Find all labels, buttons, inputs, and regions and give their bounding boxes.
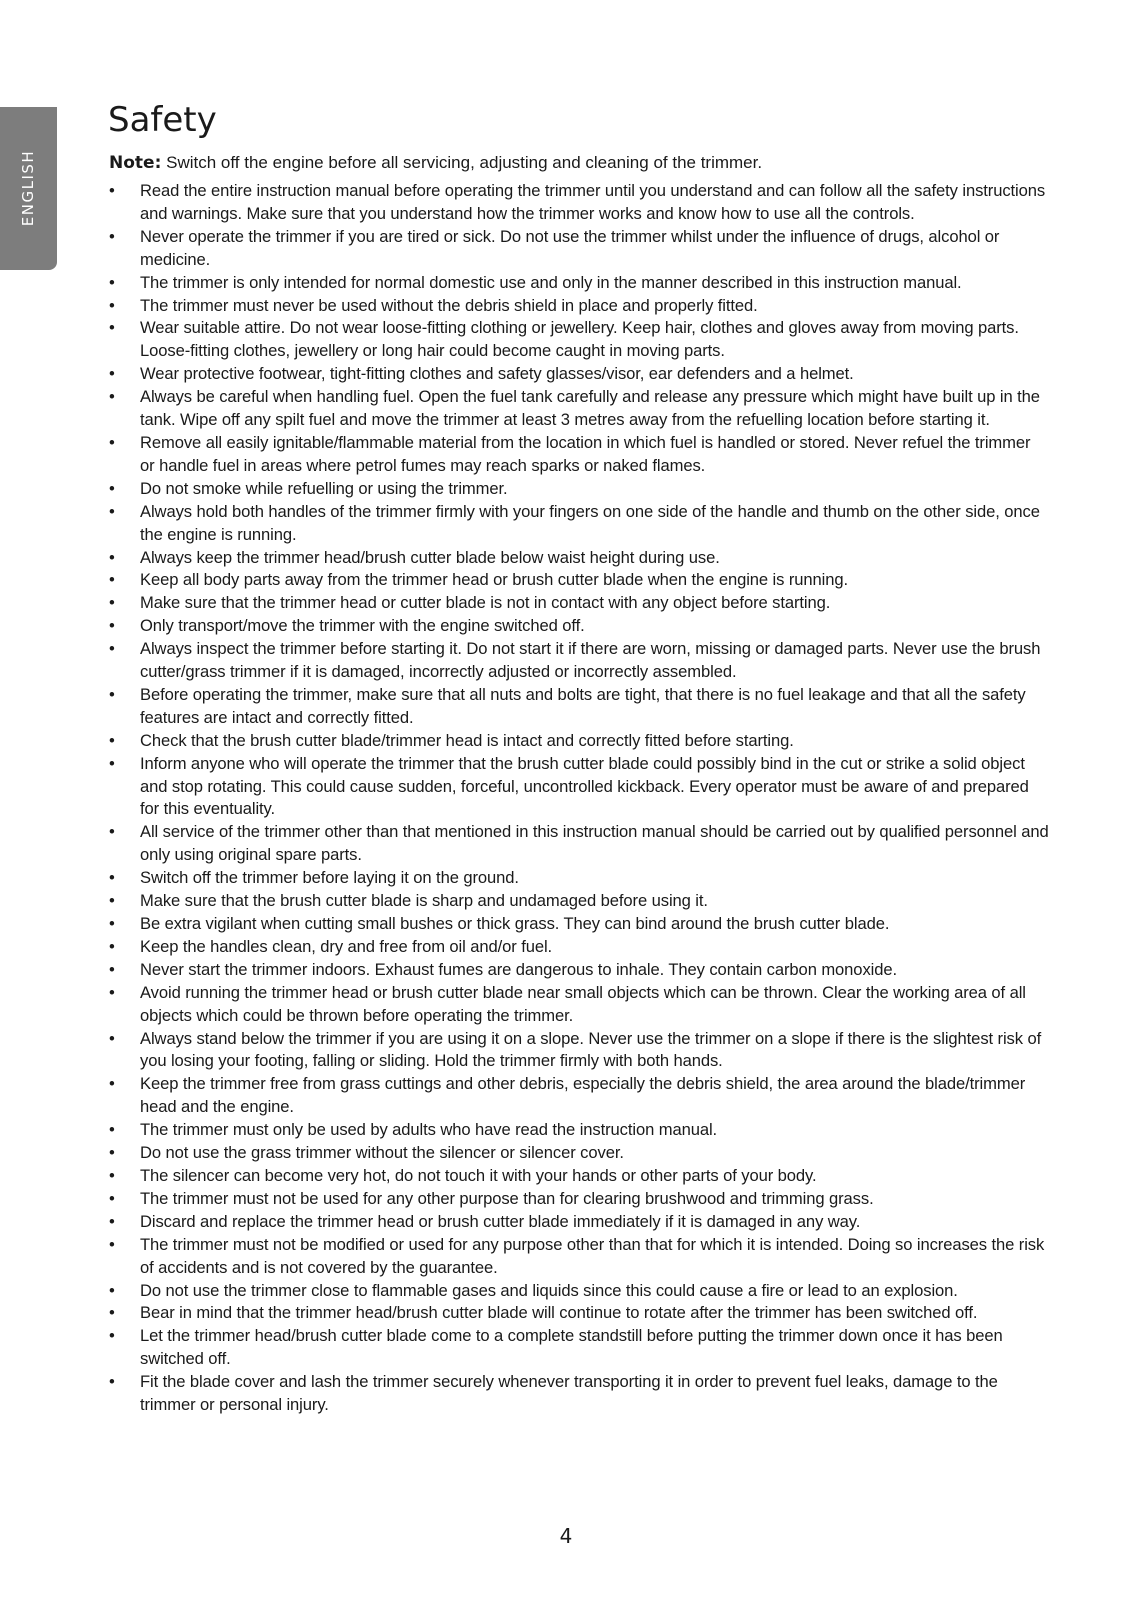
safety-item: • Keep the handles clean, dry and free from oil and/or fuel. [109, 936, 1049, 959]
safety-item: • Keep all body parts away from the trimmer head or brush cutter blade when the engine is running. [109, 569, 1049, 592]
safety-item: • Only transport/move the trimmer with the engine switched off. [109, 615, 1049, 638]
language-tab-label: ENGLISH [19, 149, 37, 227]
safety-item: • Discard and replace the trimmer head or brush cutter blade immediately if it is damaged in any way. [109, 1211, 1049, 1234]
safety-item: • The trimmer is only intended for normal domestic use and only in the manner described in this instruction manual. [109, 272, 1049, 295]
safety-item: • Switch off the trimmer before laying it on the ground. [109, 867, 1049, 890]
safety-item: • Inform anyone who will operate the trimmer that the brush cutter blade could possibly bind in the cut or strike a solid object and stop rotating. This could cause sudden, forceful, uncontrolled kickback. Every operator must be aware of and prepared for this eventuality. [109, 753, 1049, 822]
safety-item: • Make sure that the trimmer head or cutter blade is not in contact with any object before starting. [109, 592, 1049, 615]
safety-item: • Always inspect the trimmer before starting it. Do not start it if there are worn, missing or damaged parts. Never use the brush cutter/grass trimmer if it is damaged, incorrectly adjusted or incorrectly assembled. [109, 638, 1049, 684]
note-label: Note: [109, 153, 162, 173]
safety-item: • The trimmer must only be used by adults who have read the instruction manual. [109, 1119, 1049, 1142]
safety-item: • Wear protective footwear, tight-fitting clothes and safety glasses/visor, ear defenders and a helmet. [109, 363, 1049, 386]
safety-item: • Before operating the trimmer, make sure that all nuts and bolts are tight, that there is no fuel leakage and that all the safety features are intact and correctly fitted. [109, 684, 1049, 730]
safety-item: • Always keep the trimmer head/brush cutter blade below waist height during use. [109, 547, 1049, 570]
language-tab [0, 107, 57, 270]
safety-item: • The trimmer must not be modified or used for any purpose other than that for which it is intended. Doing so increases the risk of accidents and is not covered by the guarantee. [109, 1234, 1049, 1280]
safety-item: • Do not use the grass trimmer without the silencer or silencer cover. [109, 1142, 1049, 1165]
safety-item: • Keep the trimmer free from grass cuttings and other debris, especially the debris shield, the area around the blade/trimmer head and the engine. [109, 1073, 1049, 1119]
safety-item: • Be extra vigilant when cutting small bushes or thick grass. They can bind around the brush cutter blade. [109, 913, 1049, 936]
safety-item: • Always hold both handles of the trimmer firmly with your fingers on one side of the handle and thumb on the other side, once the engine is running. [109, 501, 1049, 547]
safety-list [109, 180, 1049, 1417]
safety-item: • Wear suitable attire. Do not wear loose-fitting clothing or jewellery. Keep hair, clothes and gloves away from moving parts. Loose-fitting clothes, jewellery or long hair could become caught in moving parts. [109, 317, 1049, 363]
safety-item: • Check that the brush cutter blade/trimmer head is intact and correctly fitted before starting. [109, 730, 1049, 753]
safety-item: • Avoid running the trimmer head or brush cutter blade near small objects which can be thrown. Clear the working area of all objects which could be thrown before operating the trimmer. [109, 982, 1049, 1028]
page-title: Safety [108, 100, 217, 140]
safety-item: • The trimmer must never be used without the debris shield in place and properly fitted. [109, 295, 1049, 318]
safety-item: • The silencer can become very hot, do not touch it with your hands or other parts of your body. [109, 1165, 1049, 1188]
safety-item: • The trimmer must not be used for any other purpose than for clearing brushwood and trimming grass. [109, 1188, 1049, 1211]
safety-item: • All service of the trimmer other than that mentioned in this instruction manual should be carried out by qualified personnel and only using original spare parts. [109, 821, 1049, 867]
safety-item: • Fit the blade cover and lash the trimmer securely whenever transporting it in order to prevent fuel leaks, damage to the trimmer or personal injury. [109, 1371, 1049, 1417]
safety-item: • Remove all easily ignitable/flammable material from the location in which fuel is handled or stored. Never refuel the trimmer or handle fuel in areas where petrol fumes may reach sparks or naked flames. [109, 432, 1049, 478]
safety-item: • Never start the trimmer indoors. Exhaust fumes are dangerous to inhale. They contain carbon monoxide. [109, 959, 1049, 982]
safety-item: • Never operate the trimmer if you are tired or sick. Do not use the trimmer whilst under the influence of drugs, alcohol or medicine. [109, 226, 1049, 272]
page-number: 4 [559, 1524, 573, 1548]
safety-item: • Always stand below the trimmer if you are using it on a slope. Never use the trimmer on a slope if there is the slightest risk of you losing your footing, falling or sliding. Hold the trimmer firmly with both hands. [109, 1028, 1049, 1074]
note-text: Switch off the engine before all servicing, adjusting and cleaning of the trimmer. [166, 153, 763, 172]
safety-item: • Make sure that the brush cutter blade is sharp and undamaged before using it. [109, 890, 1049, 913]
safety-item: • Let the trimmer head/brush cutter blade come to a complete standstill before putting the trimmer down once it has been switched off. [109, 1325, 1049, 1371]
safety-item: • Bear in mind that the trimmer head/brush cutter blade will continue to rotate after the trimmer has been switched off. [109, 1302, 1049, 1325]
safety-item: • Do not use the trimmer close to flammable gases and liquids since this could cause a fire or lead to an explosion. [109, 1280, 1049, 1303]
note [109, 151, 762, 175]
safety-item: • Always be careful when handling fuel. Open the fuel tank carefully and release any pressure which might have built up in the tank. Wipe off any spilt fuel and move the trimmer at least 3 metres away from the refuelling location before starting it. [109, 386, 1049, 432]
safety-item: • Do not smoke while refuelling or using the trimmer. [109, 478, 1049, 501]
safety-item: • Read the entire instruction manual before operating the trimmer until you understand and can follow all the safety instructions and warnings. Make sure that you understand how the trimmer works and know how to use all the controls. [109, 180, 1049, 226]
